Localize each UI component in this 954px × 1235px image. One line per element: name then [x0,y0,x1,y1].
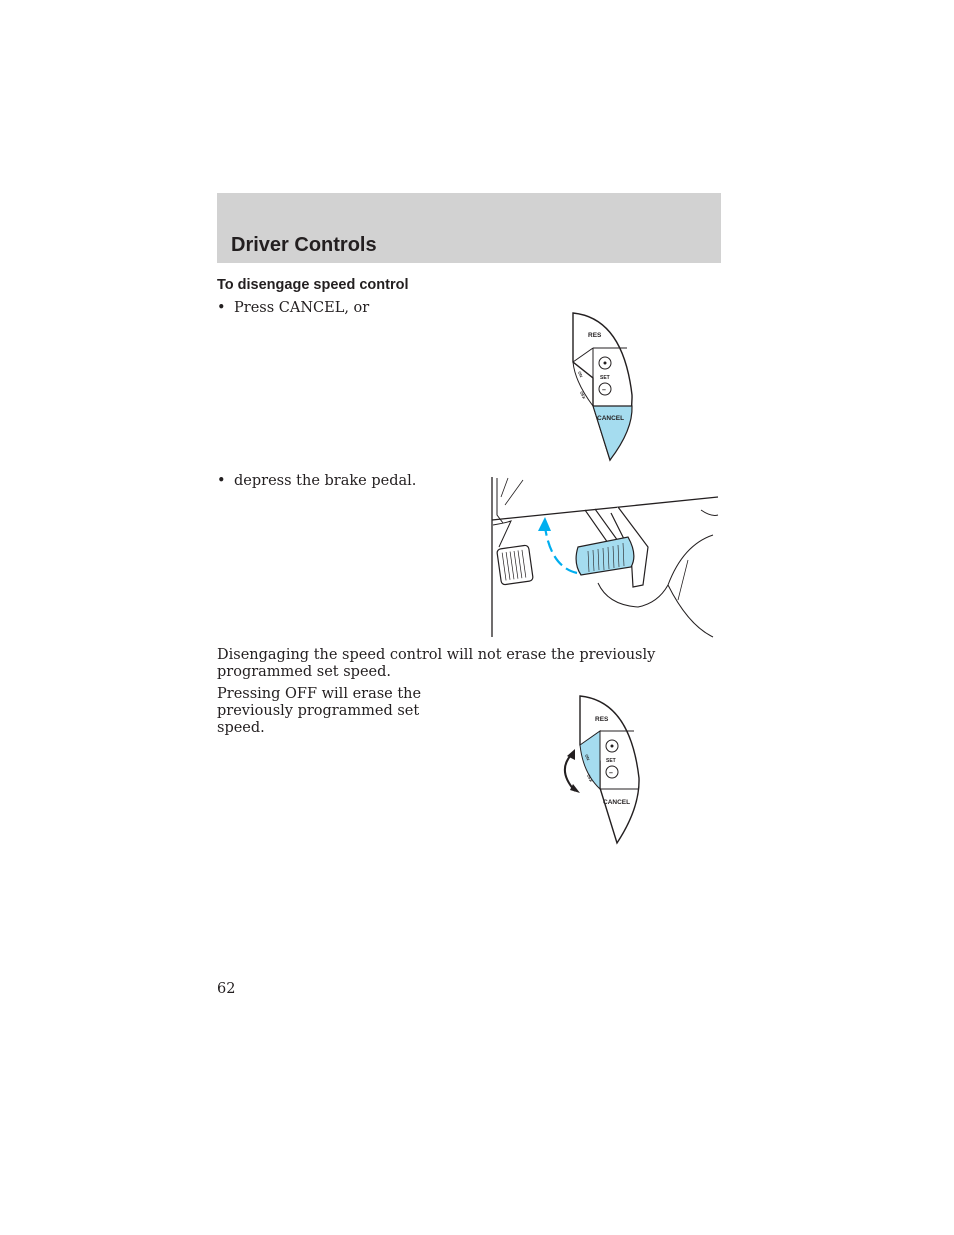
speed-control-figure-cancel [555,310,655,465]
on-label: ON [577,370,584,378]
res-label: RES [595,716,609,723]
bullet-item-cancel [217,300,369,317]
cancel-label: CANCEL [597,415,625,422]
brake-pedal-highlight [576,537,634,575]
off-label: OFF [579,390,587,400]
speed-control-figure-onoff [555,693,655,848]
set-label: SET [600,375,610,381]
chapter-header [217,193,721,263]
svg-text:–: – [609,770,613,777]
paragraph-disengage: Disengaging the speed control will not erase the previously programmed set speed. [217,647,656,680]
press-direction-arrow [545,527,577,573]
res-label: RES [588,332,602,339]
on-label: ON [584,753,591,761]
bullet-item-brake [217,473,416,490]
bullet-text: depress the brake pedal. [234,473,417,489]
bullet-symbol: • [217,300,226,316]
arrow-head-icon [538,517,551,531]
cancel-label: CANCEL [603,799,631,806]
brake-pedal-figure [463,475,723,645]
paragraph-off: Pressing OFF will erase the previously programmed set speed. [217,686,422,736]
section-heading: To disengage speed control [217,277,409,293]
page-number: 62 [217,981,236,997]
set-label: SET [606,758,616,764]
bullet-symbol: • [217,473,226,489]
svg-text:–: – [602,387,606,394]
bullet-text: Press CANCEL, or [234,300,370,316]
chapter-title: Driver Controls [231,234,377,256]
off-label: OFF [586,773,594,783]
accelerator-pedal [497,545,534,585]
